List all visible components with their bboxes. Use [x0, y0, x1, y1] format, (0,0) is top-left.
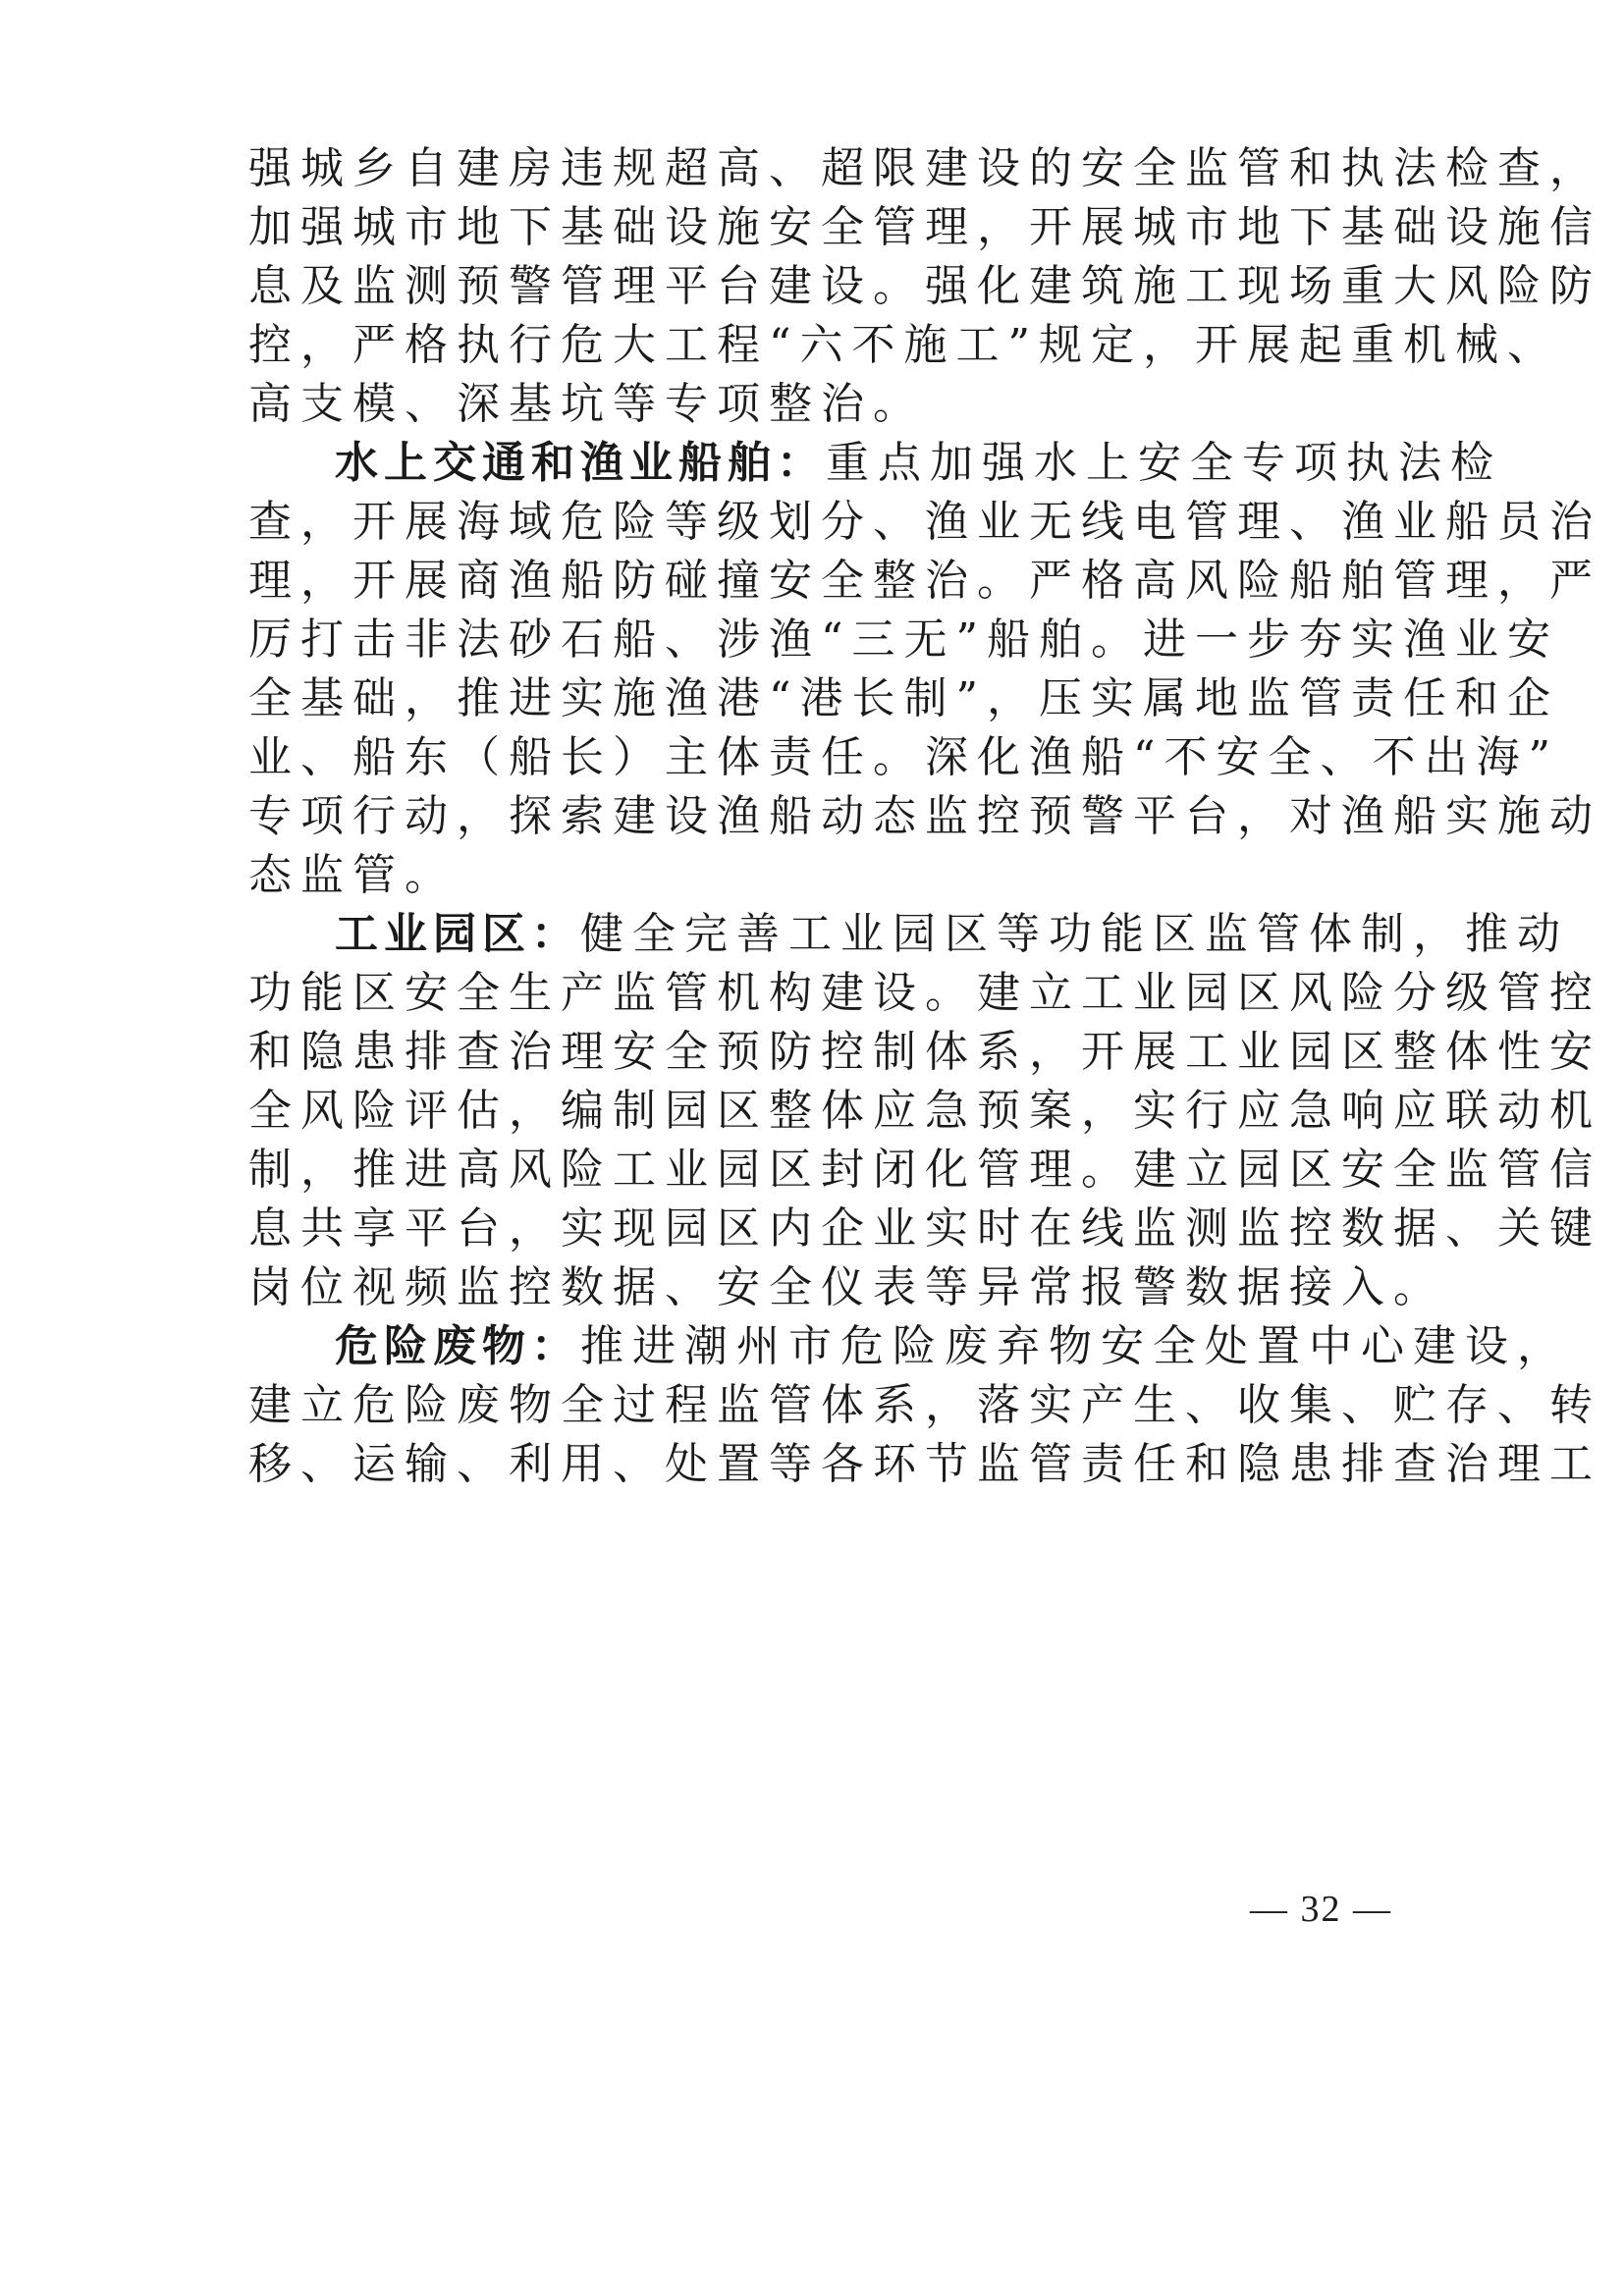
body-text: 健全完善工业园区等功能区监管体制，推动	[580, 909, 1569, 959]
body-text-line: 高支模、深基坑等专项整治。	[248, 379, 925, 429]
body-text-line: 全基础，推进实施渔港“港长制”，压实属地监管责任和企	[248, 673, 1559, 723]
section-heading: 水上交通和渔业船舶：	[335, 438, 826, 488]
body-text: 推进潮州市危险废弃物安全处置中心建设，	[580, 1321, 1569, 1371]
body-text-line: 业、船东（船长）主体责任。深化渔船“不安全、不出海”	[248, 732, 1559, 782]
body-text-line: 控，严格执行危大工程“六不施工”规定，开展起重机械、	[248, 320, 1559, 370]
body-text-line: 移、运输、利用、处置等各环节监管责任和隐患排查治理工	[248, 1439, 1601, 1489]
section-heading: 危险废物：	[335, 1321, 580, 1371]
body-text: 重点加强水上安全专项执法检	[826, 438, 1502, 488]
body-text-line: 岗位视频监控数据、安全仪表等异常报警数据接入。	[248, 1262, 1445, 1312]
body-text-line: 查，开展海域危险等级划分、渔业无线电管理、渔业船员治	[248, 497, 1601, 547]
body-text-line: 强城乡自建房违规超高、超限建设的安全监管和执法检查，	[248, 143, 1601, 193]
paragraph-first-line	[335, 1317, 1569, 1376]
body-text-line: 理，开展商渔船防碰撞安全整治。严格高风险船舶管理，严	[248, 556, 1601, 606]
body-text-line: 态监管。	[248, 850, 457, 900]
body-text-line: 功能区安全生产监管机构建设。建立工业园区风险分级管控	[248, 968, 1601, 1018]
body-text-line: 专项行动，探索建设渔船动态监控预警平台，对渔船实施动	[248, 791, 1601, 841]
body-text-line: 息及监测预警管理平台建设。强化建筑施工现场重大风险防	[248, 261, 1601, 311]
body-text-line: 制，推进高风险工业园区封闭化管理。建立园区安全监管信	[248, 1145, 1601, 1195]
page-number: — 32 —	[1250, 1889, 1392, 1930]
body-text-line: 厉打击非法砂石船、涉渔“三无”船舶。进一步夯实渔业安	[248, 614, 1559, 665]
body-text-line: 全风险评估，编制园区整体应急预案，实行应急响应联动机	[248, 1086, 1601, 1136]
paragraph-first-line	[335, 905, 1569, 964]
section-heading: 工业园区：	[335, 909, 580, 959]
paragraph-first-line	[335, 434, 1502, 493]
body-text-line: 息共享平台，实现园区内企业实时在线监测监控数据、关键	[248, 1203, 1601, 1254]
body-text-line: 建立危险废物全过程监管体系，落实产生、收集、贮存、转	[248, 1380, 1601, 1430]
body-text-line: 和隐患排查治理安全预防控制体系，开展工业园区整体性安	[248, 1027, 1601, 1077]
body-text-line: 加强城市地下基础设施安全管理，开展城市地下基础设施信	[248, 202, 1601, 252]
